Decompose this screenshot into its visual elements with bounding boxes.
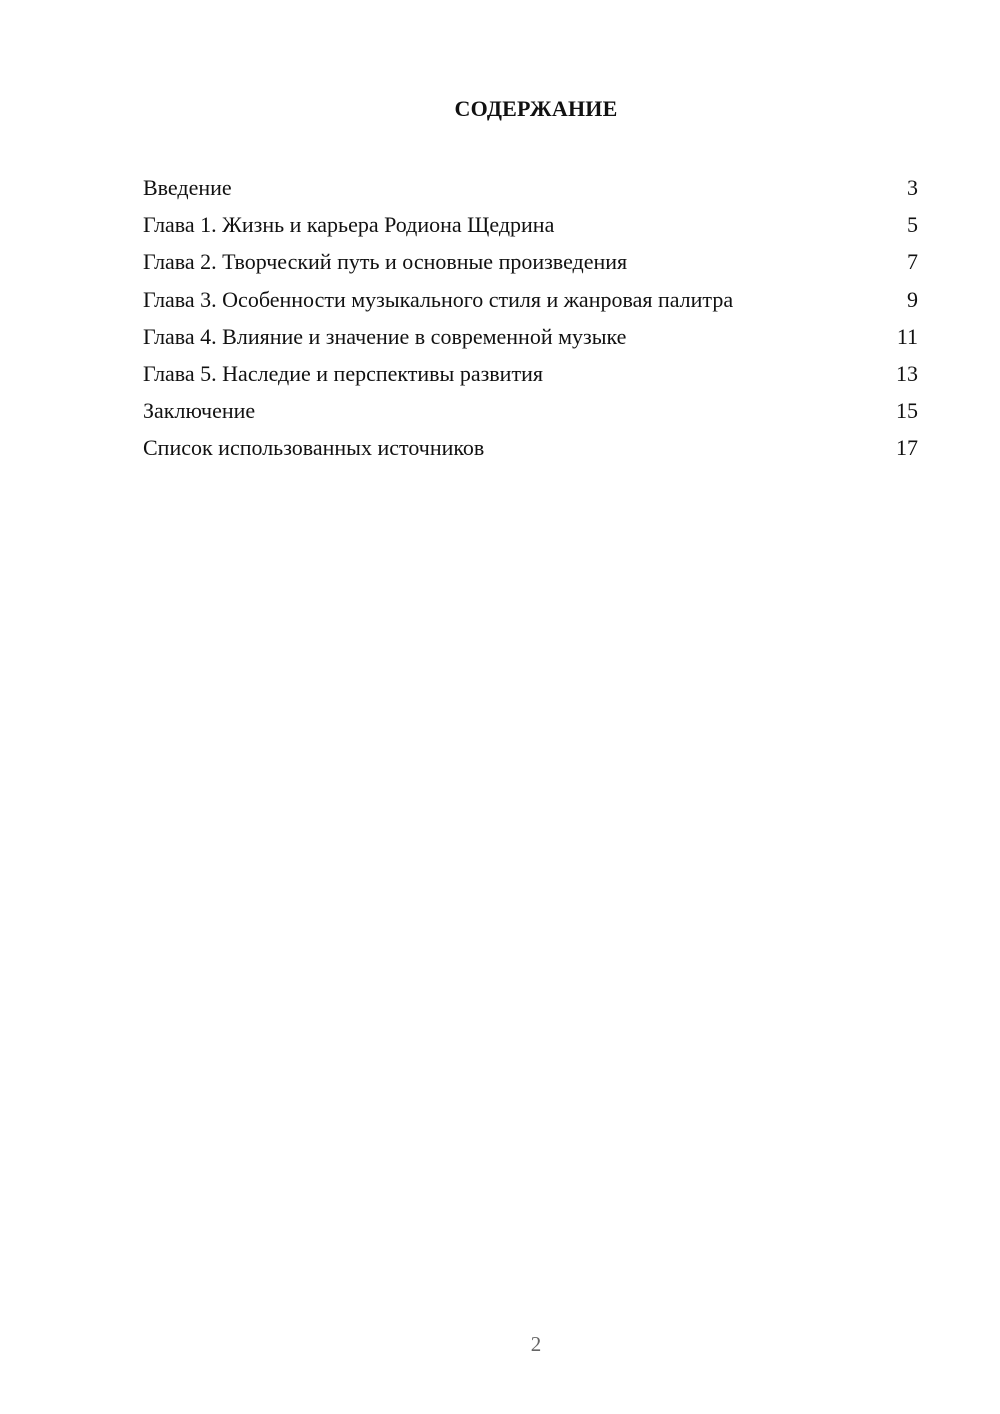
toc-entry-page: 7 <box>907 249 918 275</box>
page-number: 2 <box>530 1332 542 1356</box>
toc-entry-label: Заключение <box>143 398 256 424</box>
toc-entry-label: Список использованных источников <box>143 435 485 461</box>
toc-entry-label: Глава 5. Наследие и перспективы развития <box>143 360 543 386</box>
toc-entry-page: 13 <box>896 360 918 386</box>
toc-entry-label: Глава 4. Влияние и значение в современной музыке <box>143 323 627 349</box>
toc-entry-page: 5 <box>907 212 918 238</box>
toc-entry[interactable] <box>143 281 918 318</box>
toc-entry-page: 17 <box>896 435 918 461</box>
toc-entry-label: Глава 2. Творческий путь и основные произведения <box>143 249 628 275</box>
toc-entry-label: Введение <box>143 175 232 200</box>
toc-entry-page: 9 <box>907 286 918 312</box>
toc-entry[interactable] <box>143 429 918 466</box>
toc-entry[interactable] <box>143 169 918 206</box>
toc-entry-label: Глава 3. Особенности музыкального стиля и жанровая палитра <box>143 286 734 312</box>
toc-entry-page: 15 <box>896 398 918 424</box>
toc-entry[interactable] <box>143 392 918 429</box>
toc-entry[interactable] <box>143 243 918 280</box>
toc-entry-page: 11 <box>896 323 918 349</box>
toc-entry[interactable] <box>143 206 918 243</box>
toc-title: СОДЕРЖАНИЕ <box>454 96 618 121</box>
toc-entry[interactable] <box>143 355 918 392</box>
table-of-contents <box>143 169 918 467</box>
toc-entry-page: 3 <box>907 175 918 200</box>
toc-entry-label: Глава 1. Жизнь и карьера Родиона Щедрина <box>143 212 555 238</box>
toc-entry[interactable] <box>143 318 918 355</box>
